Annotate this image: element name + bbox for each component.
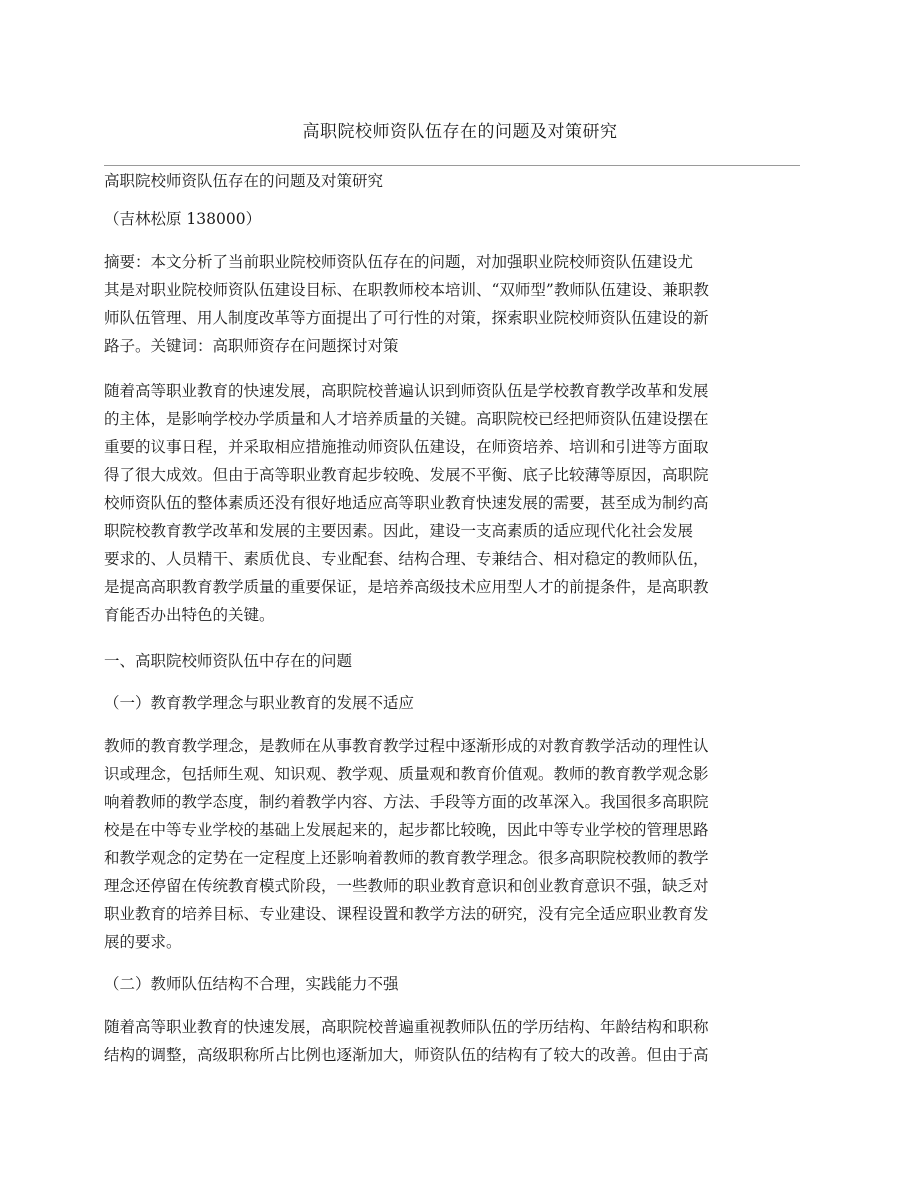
paragraph-line: 要求的、人员精干、素质优良、专业配套、结构合理、专兼结合、相对稳定的教师队伍， bbox=[104, 550, 709, 568]
paragraph-line: 得了很大成效。但由于高等职业教育起步较晚、发展不平衡、底子比较薄等原因，高职院 bbox=[104, 466, 709, 484]
subsection-heading-1 bbox=[104, 689, 734, 717]
paragraph-line: 是提高高职教育教学质量的重要保证，是培养高级技术应用型人才的前提条件，是高职教 bbox=[104, 578, 709, 596]
abstract-line: 师队伍管理、用人制度改革等方面提出了可行性的对策，探索职业院校师资队伍建设的新 bbox=[104, 309, 709, 327]
subsection-heading-text: （二）教师队伍结构不合理，实践能力不强 bbox=[104, 975, 399, 993]
paragraph-line: 随着高等职业教育的快速发展，高职院校普遍认识到师资队伍是学校教育教学改革和发展 bbox=[104, 382, 709, 400]
header-divider bbox=[104, 165, 800, 166]
abstract-line: 其是对职业院校师资队伍建设目标、在职教师校本培训、“双师型”教师队伍建设、兼职教 bbox=[104, 281, 709, 299]
paragraph-line: 结构的调整，高级职称所占比例也逐渐加大，师资队伍的结构有了较大的改善。但由于高 bbox=[104, 1046, 709, 1064]
abstract-line: 摘要：本文分析了当前职业院校师资队伍存在的问题，对加强职业院校师资队伍建设尤 bbox=[104, 253, 694, 271]
paragraph-line: 校师资队伍的整体素质还没有很好地适应高等职业教育快速发展的需要，甚至成为制约高 bbox=[104, 494, 709, 512]
abstract-paragraph bbox=[104, 248, 734, 360]
intro-paragraph bbox=[104, 377, 734, 629]
paragraph-line: 重要的议事日程，并采取相应措施推动师资队伍建设，在师资培养、培训和引进等方面取 bbox=[104, 438, 709, 456]
document-title: 高职院校师资队伍存在的问题及对策研究 bbox=[302, 122, 618, 142]
author-affiliation bbox=[104, 205, 734, 233]
paragraph-line: 随着高等职业教育的快速发展，高职院校普遍重视教师队伍的学历结构、年龄结构和职称 bbox=[104, 1018, 709, 1036]
paragraph-line: 校是在中等专业学校的基础上发展起来的，起步都比较晚，因此中等专业学校的管理思路 bbox=[104, 821, 709, 839]
paragraph-line: 教师的教育教学理念，是教师在从事教育教学过程中逐渐形成的对教育教学活动的理性认 bbox=[104, 737, 709, 755]
paragraph-line: 育能否办出特色的关键。 bbox=[104, 606, 275, 624]
running-title-text: 高职院校师资队伍存在的问题及对策研究 bbox=[104, 172, 384, 190]
abstract-line: 路子。关键词：高职师资存在问题探讨对策 bbox=[104, 337, 399, 355]
section-heading-1 bbox=[104, 647, 734, 675]
paragraph-line: 职业教育的培养目标、专业建设、课程设置和教学方法的研究，没有完全适应职业教育发 bbox=[104, 905, 709, 923]
paragraph-line: 职院校教育教学改革和发展的主要因素。因此，建设一支高素质的适应现代化社会发展 bbox=[104, 522, 694, 540]
paragraph-line: 理念还停留在传统教育模式阶段，一些教师的职业教育意识和创业教育意识不强，缺乏对 bbox=[104, 877, 709, 895]
header-running-title bbox=[104, 167, 734, 195]
paragraph-line: 的主体，是影响学校办学质量和人才培养质量的关键。高职院校已经把师资队伍建设摆在 bbox=[104, 410, 709, 428]
paragraph-line: 展的要求。 bbox=[104, 933, 182, 951]
structure-paragraph bbox=[104, 1013, 734, 1069]
subsection-heading-2 bbox=[104, 970, 734, 998]
teaching-concept-paragraph bbox=[104, 732, 734, 956]
subsection-heading-text: （一）教育教学理念与职业教育的发展不适应 bbox=[104, 694, 415, 712]
section-heading-text: 一、高职院校师资队伍中存在的问题 bbox=[104, 652, 353, 670]
paragraph-line: 识或理念，包括师生观、知识观、教学观、质量观和教育价值观。教师的教育教学观念影 bbox=[104, 765, 709, 783]
paragraph-line: 和教学观念的定势在一定程度上还影响着教师的教育教学理念。很多高职院校教师的教学 bbox=[104, 849, 709, 867]
paragraph-line: 响着教师的教学态度，制约着教学内容、方法、手段等方面的改革深入。我国很多高职院 bbox=[104, 793, 709, 811]
author-line: （吉林松原 138000） bbox=[104, 210, 262, 228]
